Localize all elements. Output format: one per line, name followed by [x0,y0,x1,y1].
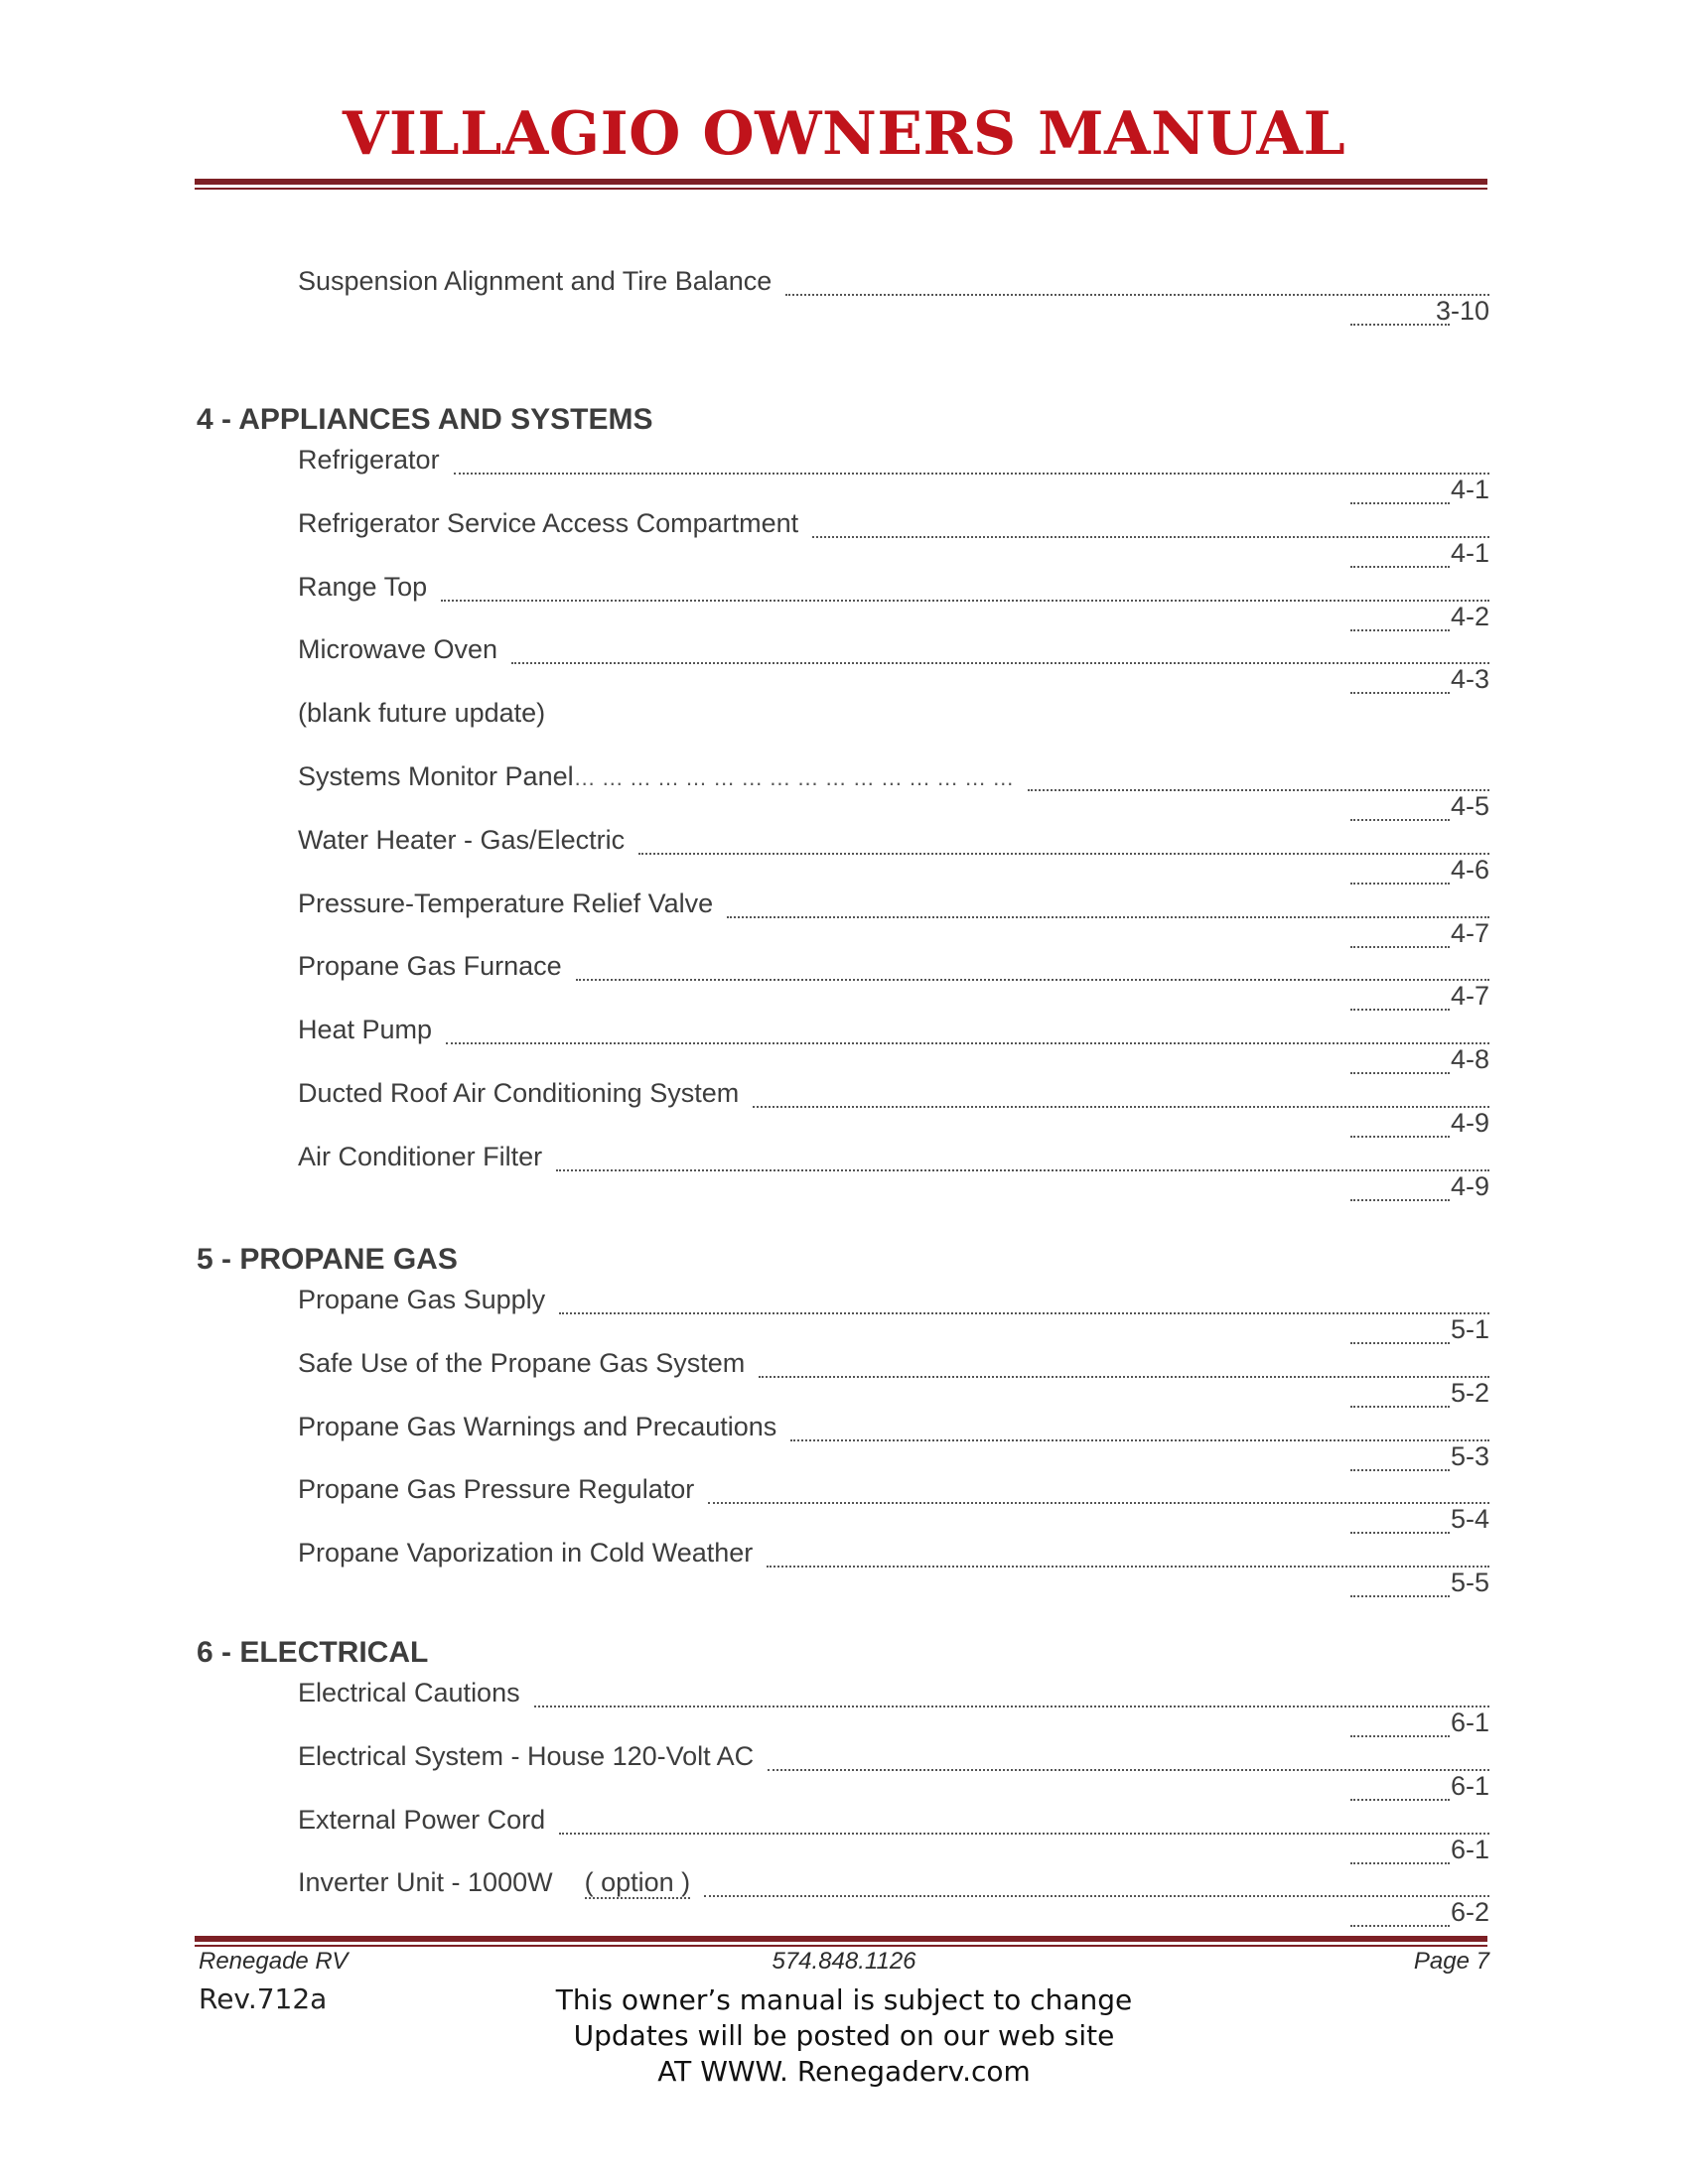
toc-entry[interactable] [298,266,1489,330]
revision-label: Rev.712a [199,1982,328,2015]
toc-entry-label: Systems Monitor Panel… … … … … … … … … … … … … … … … [298,761,1015,791]
toc-entry-label: External Power Cord [298,1805,546,1835]
toc-entry-label: Safe Use of the Propane Gas System [298,1348,746,1378]
section-heading: 5 - PROPANE GAS [197,1243,458,1276]
dot-leader [1350,1862,1450,1864]
toc-entry[interactable] [298,951,1489,1015]
toc-entry[interactable] [298,1538,1489,1601]
toc-entry-label: (blank future update) [298,698,546,728]
dot-leader [708,1502,1489,1504]
toc-entry-label: Propane Vaporization in Cold Weather [298,1538,754,1568]
footer-rule [195,1936,1487,1947]
toc-page-number: 6-1 [1450,1835,1489,1864]
section-heading: 6 - ELECTRICAL [197,1636,429,1669]
toc-page-number: 5-2 [1450,1378,1489,1408]
dot-leader [1350,1532,1450,1534]
toc-entry[interactable] [298,825,1489,888]
toc-entry[interactable] [298,698,1489,761]
toc-page-number: 4-9 [1450,1108,1489,1138]
dot-leader [785,294,1489,296]
toc-page-number: 4-6 [1450,855,1489,885]
dot-leader [1350,629,1450,631]
dot-leader [812,536,1489,538]
dot-leader [511,662,1489,664]
toc-entry-label: Propane Gas Pressure Regulator [298,1474,695,1504]
toc-entry-label: Air Conditioner Filter [298,1142,543,1171]
toc-page-number: 4-7 [1450,918,1489,948]
toc-entry-label: Electrical Cautions [298,1678,520,1707]
dot-leader [556,1169,1489,1171]
dot-leader [753,1106,1489,1108]
footer-page-number: Page 7 [1413,1948,1489,1975]
dot-leader [759,1376,1489,1378]
toc-page-number: 4-1 [1450,538,1489,568]
dot-leader [441,600,1489,602]
dot-leader [1350,1925,1450,1927]
toc-entry[interactable] [298,634,1489,698]
dot-leader [1350,1799,1450,1801]
toc-entry-label: Inverter Unit - 1000W ( option ) [298,1867,691,1897]
toc-entry[interactable] [298,1142,1489,1205]
dot-leader [727,916,1489,918]
toc-page-number: 4-5 [1450,791,1489,821]
toc-page-number: 4-7 [1450,981,1489,1011]
toc-entry[interactable] [298,1805,1489,1868]
toc-page-number: 6-1 [1450,1771,1489,1801]
dot-leader [1350,692,1450,694]
dot-leader [767,1566,1489,1568]
footer-company: Renegade RV [199,1948,349,1975]
section-heading: 4 - APPLIANCES AND SYSTEMS [197,403,653,436]
toc-entry[interactable] [298,1867,1489,1931]
toc-page-number: 3-10 [1435,296,1489,326]
toc-entry-label: Range Top [298,572,428,602]
toc-page-number: 4-9 [1450,1171,1489,1201]
toc-entry-label: Microwave Oven [298,634,498,664]
toc-page-number: 5-5 [1450,1568,1489,1597]
dot-leader [1350,1735,1450,1737]
dot-leader [1350,1406,1450,1408]
dot-leader [1350,1199,1450,1201]
toc-page-number: 6-1 [1450,1707,1489,1737]
dot-leader [559,1833,1489,1835]
dot-leader [1350,1469,1450,1471]
toc-entry[interactable] [298,1078,1489,1142]
toc-entry-label: Refrigerator [298,445,440,475]
toc-entry-label: Pressure-Temperature Relief Valve [298,888,714,918]
toc-entry[interactable] [298,1741,1489,1805]
toc-entry[interactable] [298,1474,1489,1538]
toc-page-number: 4-3 [1450,664,1489,694]
dot-leader [1350,1136,1450,1138]
dot-leader [790,1439,1489,1441]
document-title: VILLAGIO OWNERS MANUAL [342,99,1346,169]
toc-entry-label: Water Heater - Gas/Electric [298,825,626,855]
toc-entry[interactable] [298,1412,1489,1475]
option-note: ( option ) [584,1867,691,1897]
dot-leader [576,979,1489,981]
dot-leader [1350,946,1450,948]
toc-entry-label: Suspension Alignment and Tire Balance [298,266,773,296]
toc-entry-label: Heat Pump [298,1015,433,1044]
dot-leader [454,473,1489,475]
toc-entry[interactable] [298,1678,1489,1741]
toc-page-number: 4-2 [1450,602,1489,631]
dot-leader [638,853,1489,855]
dot-leader [1350,1072,1450,1074]
dot-leader [704,1895,1489,1897]
toc-entry[interactable] [298,1015,1489,1078]
dot-leader [1350,883,1450,885]
toc-entry-label: Propane Gas Supply [298,1285,546,1314]
notice-line-1: This owner’s manual is subject to change [555,1983,1133,2016]
dot-leader [1350,1342,1450,1344]
toc-entry-label: Ducted Roof Air Conditioning System [298,1078,740,1108]
dot-leader [534,1706,1489,1707]
toc-entry[interactable] [298,761,1489,825]
toc-entry-label: Propane Gas Warnings and Precautions [298,1412,777,1441]
toc-page-number: 5-4 [1450,1504,1489,1534]
toc-page-number: 4-1 [1450,475,1489,504]
dot-leader [1350,566,1450,568]
toc-entry[interactable] [298,1348,1489,1412]
dot-leader [1028,789,1489,791]
dot-leader [1350,1595,1450,1597]
toc-entry[interactable] [298,572,1489,635]
toc-entry-label: Propane Gas Furnace [298,951,562,981]
toc-entry[interactable] [298,508,1489,572]
dot-leader [1350,1009,1450,1011]
toc-entry[interactable] [298,1285,1489,1348]
toc-page-number: 4-8 [1450,1044,1489,1074]
toc-entry-label: Refrigerator Service Access Compartment [298,508,799,538]
dot-leader [446,1042,1489,1044]
toc-entry-label: Electrical System - House 120-Volt AC [298,1741,755,1771]
toc-entry[interactable] [298,888,1489,952]
toc-page-number: 5-3 [1450,1441,1489,1471]
dot-leader [559,1312,1489,1314]
toc-entry[interactable] [298,445,1489,508]
dot-leader [1350,819,1450,821]
toc-page-number: 6-2 [1450,1897,1489,1927]
toc-page-number: 5-1 [1450,1314,1489,1344]
footer-phone: 574.848.1126 [772,1948,916,1975]
dot-leader [768,1769,1489,1771]
notice-line-3: AT WWW. Renegaderv.com [657,2055,1031,2088]
notice-line-2: Updates will be posted on our web site [573,2019,1115,2052]
dot-leader [1350,502,1450,504]
